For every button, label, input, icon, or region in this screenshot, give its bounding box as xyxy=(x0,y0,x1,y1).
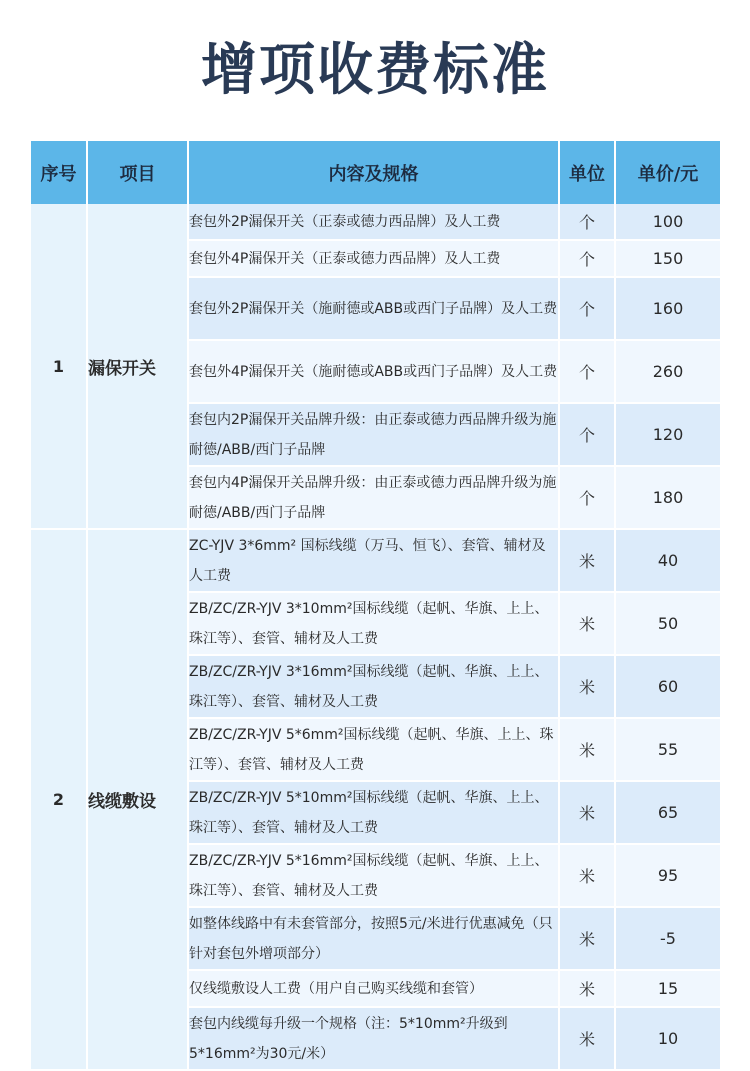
price-cell: 10 xyxy=(616,1008,720,1071)
desc-cell: 套包内2P漏保开关品牌升级：由正泰或德力西品牌升级为施耐德/ABB/西门子品牌 xyxy=(189,404,560,467)
desc-cell: ZB/ZC/ZR-YJV 3*10mm²国标线缆（起帆、华旗、上上、珠江等）、套管、辅材及人工费 xyxy=(189,593,560,656)
unit-cell: 米 xyxy=(560,908,616,971)
desc-cell: 套包内4P漏保开关品牌升级：由正泰或德力西品牌升级为施耐德/ABB/西门子品牌 xyxy=(189,467,560,530)
desc-cell: 如整体线路中有未套管部分，按照5元/米进行优惠减免（只针对套包外增项部分） xyxy=(189,908,560,971)
table-row xyxy=(31,530,720,593)
desc-cell: 套包外2P漏保开关（施耐德或ABB或西门子品牌）及人工费 xyxy=(189,278,560,341)
page-title: 增项收费标准 xyxy=(201,38,549,103)
price-cell: 50 xyxy=(616,593,720,656)
price-cell: 260 xyxy=(616,341,720,404)
unit-cell: 个 xyxy=(560,204,616,241)
desc-cell: ZB/ZC/ZR-YJV 3*16mm²国标线缆（起帆、华旗、上上、珠江等）、套管、辅材及人工费 xyxy=(189,656,560,719)
price-cell: 120 xyxy=(616,404,720,467)
unit-cell: 米 xyxy=(560,719,616,782)
desc-cell: ZB/ZC/ZR-YJV 5*10mm²国标线缆（起帆、华旗、上上、珠江等）、套管、辅材及人工费 xyxy=(189,782,560,845)
desc-cell: ZB/ZC/ZR-YJV 5*6mm²国标线缆（起帆、华旗、上上、珠江等）、套管、辅材及人工费 xyxy=(189,719,560,782)
unit-cell: 米 xyxy=(560,656,616,719)
unit-cell: 米 xyxy=(560,530,616,593)
unit-cell: 米 xyxy=(560,1008,616,1071)
desc-cell: 套包内线缆每升级一个规格（注：5*10mm²升级到5*16mm²为30元/米） xyxy=(189,1008,560,1071)
desc-cell: 套包外2P漏保开关（正泰或德力西品牌）及人工费 xyxy=(189,204,560,241)
pricing-table xyxy=(31,141,720,1071)
table-row xyxy=(31,204,720,241)
price-cell: 180 xyxy=(616,467,720,530)
unit-cell: 米 xyxy=(560,782,616,845)
price-cell: 55 xyxy=(616,719,720,782)
desc-cell: 套包外4P漏保开关（正泰或德力西品牌）及人工费 xyxy=(189,241,560,278)
seq-cell: 1 xyxy=(31,204,88,530)
unit-cell: 个 xyxy=(560,404,616,467)
price-cell: 95 xyxy=(616,845,720,908)
seq-cell: 2 xyxy=(31,530,88,1071)
item-cell: 线缆敷设 xyxy=(88,530,189,1071)
unit-cell: 个 xyxy=(560,278,616,341)
price-cell: 15 xyxy=(616,971,720,1008)
unit-cell: 米 xyxy=(560,845,616,908)
unit-cell: 个 xyxy=(560,341,616,404)
unit-cell: 米 xyxy=(560,971,616,1008)
desc-cell: ZB/ZC/ZR-YJV 5*16mm²国标线缆（起帆、华旗、上上、珠江等）、套管、辅材及人工费 xyxy=(189,845,560,908)
table-header-row xyxy=(31,141,720,204)
price-cell: 150 xyxy=(616,241,720,278)
desc-cell: ZC-YJV 3*6mm² 国标线缆（万马、恒飞）、套管、辅材及人工费 xyxy=(189,530,560,593)
header-item: 项目 xyxy=(88,141,189,204)
price-cell: 40 xyxy=(616,530,720,593)
header-content: 内容及规格 xyxy=(189,141,560,204)
price-cell: 65 xyxy=(616,782,720,845)
item-cell: 漏保开关 xyxy=(88,204,189,530)
unit-cell: 个 xyxy=(560,241,616,278)
header-price: 单价/元 xyxy=(616,141,720,204)
desc-cell: 仅线缆敷设人工费（用户自己购买线缆和套管） xyxy=(189,971,560,1008)
price-cell: 160 xyxy=(616,278,720,341)
unit-cell: 个 xyxy=(560,467,616,530)
price-cell: 100 xyxy=(616,204,720,241)
unit-cell: 米 xyxy=(560,593,616,656)
desc-cell: 套包外4P漏保开关（施耐德或ABB或西门子品牌）及人工费 xyxy=(189,341,560,404)
price-cell: -5 xyxy=(616,908,720,971)
header-unit: 单位 xyxy=(560,141,616,204)
price-cell: 60 xyxy=(616,656,720,719)
header-seq: 序号 xyxy=(31,141,88,204)
